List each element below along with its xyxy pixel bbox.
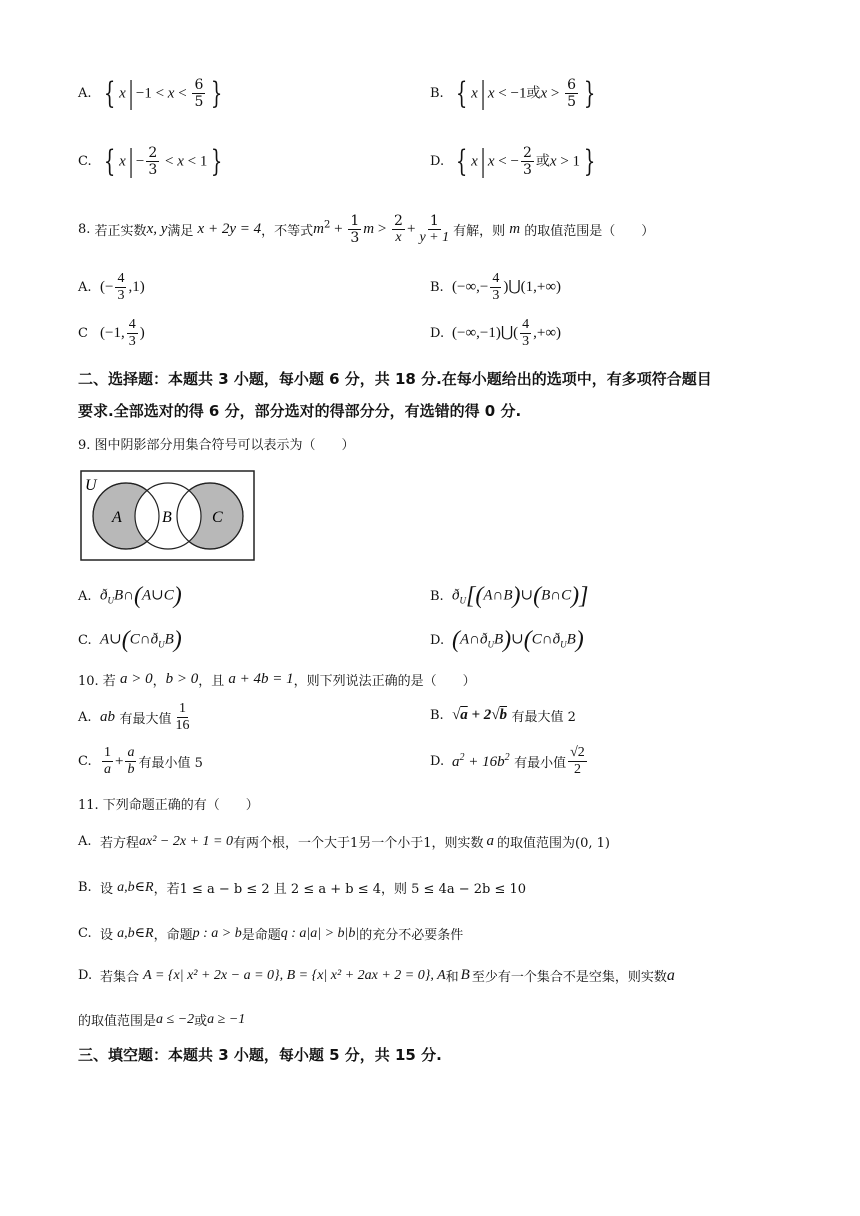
venn-diagram	[80, 470, 256, 562]
q9-option-d-content: $(A\cap ð_UB)\cup(C\cap ð_UB)$	[452, 627, 584, 653]
option-label: A.	[78, 588, 92, 604]
option-label: D.	[430, 754, 445, 769]
q8-option-d-content: (−∞,−1)⋃( $\frac{4}{3}$ ,+∞)	[452, 317, 562, 349]
q8-stem	[78, 214, 654, 245]
q11-d-text: 或	[194, 1014, 208, 1029]
q7-option-a-content: { x| −1 < x < $\frac{6}{5}$ }	[103, 75, 223, 111]
q8-option-d	[430, 318, 561, 349]
option-label: B.	[430, 86, 444, 101]
q11-a-var: a	[486, 833, 495, 849]
q11-d-text: 至少有一个集合不是空集，则实数	[471, 970, 667, 985]
q11-a-text: 若方程	[100, 836, 140, 851]
q10-stem	[78, 670, 476, 689]
q11-d-text: 的取值范围是	[78, 1014, 157, 1029]
q8-var-m: m	[509, 221, 521, 237]
option-label: B.	[430, 708, 444, 723]
q11-c-text: 是命题	[241, 928, 281, 943]
section-3-heading: 三、填空题：本题共 3 小题，每小题 5 分，共 15 分.	[78, 1046, 442, 1064]
q8-option-c-content: (−1, $\frac{4}{3}$ )	[100, 317, 145, 349]
q8-vars: x, y	[146, 221, 168, 237]
q11-c-text: 的充分不必要条件	[359, 928, 464, 943]
q11-option-c	[78, 924, 463, 943]
q9-option-b-content: $ð_U[(A\cap B)\cup(B\cap C)]$	[452, 583, 589, 609]
q8-option-c	[78, 318, 145, 349]
option-label: C.	[78, 632, 92, 648]
q11-d-sets: A = {x| x² + 2x − a = 0}, B = {x| x² + 2ax + 2 = 0}, A	[143, 967, 446, 983]
q10-text: ，则下列说法正确的是（ ）	[293, 674, 476, 689]
q7-option-c-content: { x| − $\frac{2}{3}$ < x < 1 }	[103, 143, 223, 179]
q8-inequality: $m^2$ + $\frac{1}{3}$ m > $\frac{2}{x}$ + $\frac{1}{y + 1}$	[313, 213, 450, 246]
option-label: A.	[78, 834, 92, 849]
option-label: D.	[430, 326, 445, 341]
option-label: A.	[78, 86, 92, 101]
q11-option-d	[78, 966, 675, 985]
q11-d-b: B	[460, 967, 470, 983]
q11-a-text: 有两个根，一个大于1另一个小于1，则实数	[232, 836, 484, 851]
q11-option-d-line2	[78, 1010, 245, 1029]
q10-option-d-expr: $a^2 + 16b^2$	[452, 752, 510, 770]
q11-c-prop-q: q : a|a| > b|b|	[280, 925, 360, 941]
option-label: B.	[430, 588, 444, 604]
q11-b-text: ，若1 ≤ a − b ≤ 2 且 2 ≤ a + b ≤ 4，则 5 ≤ 4a − 2b ≤ 10	[153, 882, 527, 897]
q8-text: 有解，则	[453, 224, 506, 239]
q8-text: 满足	[167, 224, 194, 239]
q11-d-range1: a ≤ −2	[156, 1011, 195, 1027]
q11-d-range2: a ≥ −1	[207, 1011, 246, 1027]
option-label: C.	[78, 154, 92, 169]
q7-option-d	[430, 143, 599, 179]
q9-stem: 9. 图中阴影部分用集合符号可以表示为（ ）	[78, 438, 355, 453]
q11-d-var: a	[666, 966, 675, 984]
q11-d-text: 若集合	[100, 970, 140, 985]
q10-option-c-text: 有最小值 5	[138, 756, 203, 771]
q8-option-a	[78, 272, 145, 303]
q10-equation: a + 4b = 1	[228, 671, 294, 687]
q11-c-text: 设	[100, 928, 114, 943]
q11-c-prop-p: p : a > b	[192, 925, 242, 941]
question-number: 8.	[78, 222, 91, 237]
q10-option-c	[78, 746, 203, 777]
q9-option-d	[430, 628, 584, 652]
option-label: B.	[430, 280, 444, 295]
q8-text: ，不等式	[261, 224, 314, 239]
q8-option-b-content: (−∞,− $\frac{4}{3}$ )⋃(1,+∞)	[452, 271, 562, 303]
venn-label-b: B	[162, 509, 172, 526]
q10-text: ，	[152, 674, 166, 689]
q7-option-b	[430, 75, 599, 111]
venn-label-c: C	[212, 509, 223, 526]
q10-option-c-expr: $\frac{1}{a}$ + $\frac{a}{b}$	[104, 745, 135, 777]
q11-b-text: 设	[100, 882, 114, 897]
option-label: C	[78, 326, 88, 341]
q8-option-b	[430, 272, 561, 303]
q9-option-a-content: $ð_UB\cap(A\cup C)$	[100, 583, 182, 609]
option-label: B.	[78, 880, 92, 895]
section-2-heading-line1: 二、选择题：本题共 3 小题，每小题 6 分，共 18 分.在每小题给出的选项中，有多项符合题目	[78, 370, 712, 388]
q10-option-a-expr: ab	[100, 709, 115, 725]
q7-option-a	[78, 75, 226, 111]
q7-option-b-content: { x| x < −1或x > $\frac{6}{5}$ }	[455, 75, 596, 111]
option-label: D.	[430, 632, 445, 648]
q10-option-b-text: 有最大值 2	[511, 710, 576, 725]
q10-option-a: A. ab 有最大值 $\frac{1}{16}$	[78, 701, 190, 733]
q11-d-text: 和	[445, 970, 459, 985]
q10-option-b-expr: √a + 2√b	[452, 707, 508, 723]
q8-equation: x + 2y = 4	[197, 221, 262, 237]
q10-option-d: D. $a^2 + 16b^2$ 有最小值 $\frac{√2}{2}$	[430, 745, 585, 777]
q10-cond-b: b > 0	[165, 671, 199, 687]
q11-option-b	[78, 878, 526, 897]
q10-option-d-text: 有最小值	[514, 756, 567, 771]
option-label: A.	[78, 280, 92, 295]
q9-option-b	[430, 584, 588, 608]
q10-text: ，且	[198, 674, 225, 689]
q10-option-b	[430, 706, 576, 725]
option-label: C.	[78, 926, 92, 941]
q8-text: 的取值范围是（ ）	[524, 224, 655, 239]
q11-c-text: ，命题	[153, 928, 193, 943]
q8-text: 若正实数	[94, 224, 147, 239]
q9-option-c-content: $A\cup(C\cap ð_UB)$	[100, 627, 182, 653]
q11-option-a	[78, 832, 610, 851]
q10-option-a-text: 有最大值	[119, 712, 172, 727]
q8-option-a-content: (− $\frac{4}{3}$ ,1)	[100, 271, 145, 303]
q9-option-c	[78, 628, 182, 652]
q7-option-d-content: { x| x < − $\frac{2}{3}$ 或x > 1 }	[455, 143, 596, 179]
option-label: A.	[78, 710, 92, 725]
q11-c-set: a,b∈R	[117, 926, 154, 941]
option-label: C.	[78, 754, 92, 769]
q11-stem: 11. 下列命题正确的有（ ）	[78, 798, 259, 813]
option-label: D.	[78, 968, 93, 983]
q11-a-equation: ax² − 2x + 1 = 0	[139, 833, 233, 849]
option-label: D.	[430, 154, 445, 169]
section-2-heading-line2: 要求.全部选对的得 6 分，部分选对的得部分分，有选错的得 0 分.	[78, 402, 522, 420]
q10-text: 10. 若	[78, 674, 116, 689]
q11-b-set: a,b∈R	[117, 880, 154, 895]
venn-label-a: A	[112, 509, 122, 526]
venn-label-u: U	[85, 477, 97, 494]
q11-a-text: 的取值范围为(0, 1)	[497, 836, 610, 851]
q9-option-a	[78, 584, 182, 608]
q7-option-c	[78, 143, 226, 179]
q10-cond-a: a > 0	[119, 671, 153, 687]
